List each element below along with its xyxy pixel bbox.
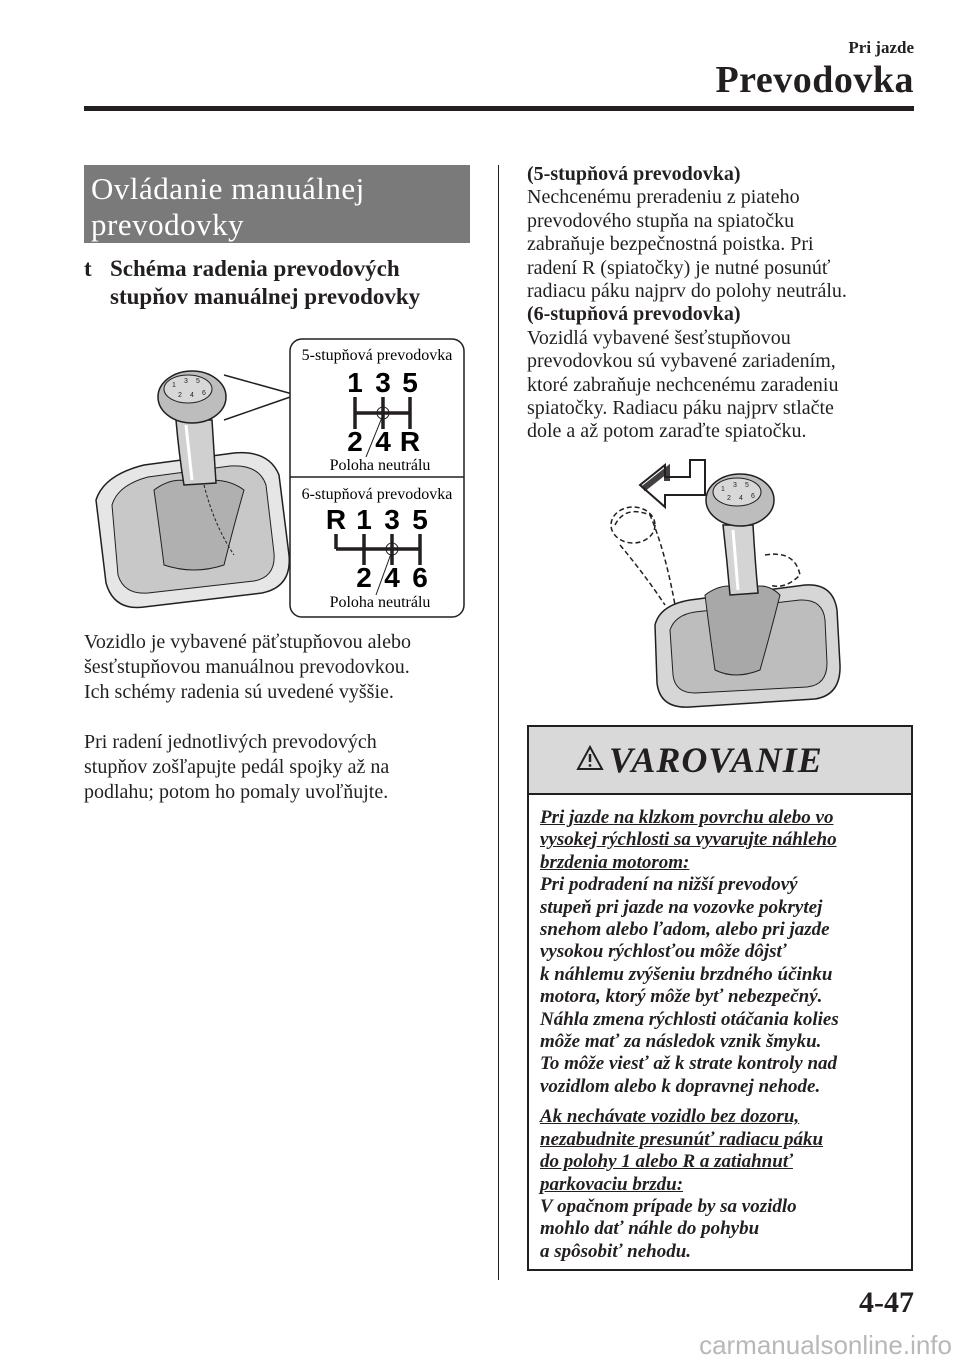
gear-2-5sp: 2 (347, 426, 363, 457)
gear-4-5sp: 4 (375, 426, 391, 457)
warning-line: snehom alebo ľadom, alebo pri jazde (540, 919, 830, 941)
warning-line: môže mať za následok vznik šmyku. (540, 1031, 822, 1053)
bullet-marker: t (84, 256, 92, 281)
lever-shaft (176, 420, 216, 485)
text-line: spiatočky. Radiacu páku najprv stlačte (527, 397, 834, 420)
gear-1-6sp: 1 (356, 504, 372, 535)
warning-underlined-line: nezabudnite presunúť radiacu páku (540, 1128, 824, 1150)
text-line: Nechcenému preradeniu z piateho (527, 186, 800, 209)
text-line: Vozidlá vybavené šesťstupňovou (527, 326, 791, 349)
gear-6-6sp: 6 (412, 562, 428, 593)
warning-title: VAROVANIE (609, 740, 823, 780)
warning-line: Náhla zmena rýchlosti otáčania kolies (540, 1008, 839, 1030)
gear-5-5sp: 5 (402, 367, 418, 398)
warning-underlined-line: parkovaciu brzdu: (540, 1173, 684, 1195)
warning-line: vysokou rýchlosťou môže dôjsť (540, 941, 787, 963)
header-rule (84, 106, 914, 111)
warning-underlined-line: brzdenia motorom: (540, 851, 690, 873)
right-text-block (527, 163, 927, 444)
column-divider (498, 165, 499, 1280)
text-line: podlahu; potom ho pomaly uvoľňujte. (84, 781, 389, 803)
gear-R-5sp: R (399, 426, 421, 457)
gear-2-6sp: 2 (356, 562, 372, 593)
warning-line: To môže viesť až k strate kontroly nad (540, 1053, 838, 1075)
knob-label-6: 6 (202, 390, 206, 397)
heading-6-speed: (6-stupňová prevodovka) (527, 303, 741, 326)
shift-pattern-diagram (84, 325, 474, 625)
text-line: Ich schémy radenia sú uvedené vyššie. (84, 681, 394, 703)
gear-R-6sp: R (325, 504, 347, 535)
text-line: prevodového stupňa na spiatočku (527, 209, 795, 232)
warning-underlined-line: Ak nechávate vozidlo bez dozoru, (540, 1106, 800, 1128)
knob-r-label-4: 4 (739, 495, 743, 502)
warning-box (527, 725, 913, 1271)
heading-5-speed: (5-stupňová prevodovka) (527, 163, 741, 185)
gear-4-6sp: 4 (384, 562, 400, 593)
text-line: radiacu páku najprv do polohy neutrálu. (527, 280, 847, 303)
text-line: radení R (spiatočky) je nutné posunúť (527, 256, 831, 279)
knob-label-2: 2 (178, 392, 182, 399)
text-line: stupňov zošľapujte pedál spojky až na (84, 756, 390, 778)
knob-label-4: 4 (190, 392, 194, 399)
text-line: Vozidlo je vybavené päťstupňovou alebo (84, 631, 411, 653)
warning-body (540, 807, 905, 1263)
warning-underlined-line: vysokej rýchlosti sa vyvarujte náhleho (540, 829, 837, 851)
warning-line: stupeň pri jazde na vozovke pokrytej (540, 896, 823, 918)
watermark: carmanualsonline.info (699, 1330, 952, 1360)
warning-line: mohlo dať náhle do pohybu (540, 1218, 760, 1240)
knob-r-label-2: 2 (727, 495, 731, 502)
section-title-line1: Ovládanie manuálnej (91, 171, 365, 206)
knob-label-5: 5 (196, 378, 200, 385)
knob-r-label-5: 5 (745, 482, 749, 489)
warning-line: Pri podradení na nižší prevodový (540, 874, 798, 896)
label-5-speed: 5-stupňová prevodovka (301, 347, 453, 364)
knob-label-1: 1 (172, 382, 176, 389)
warning-line: vozidlom alebo k dopravnej nehode. (540, 1075, 821, 1097)
label-6-speed: 6-stupňová prevodovka (301, 486, 453, 503)
text-line: ktoré zabraňuje nechcenému zaradeniu (527, 373, 839, 396)
text-line: Pri radení jednotlivých prevodových (84, 731, 377, 753)
neutral-label-5sp: Poloha neutrálu (329, 457, 431, 474)
gear-3-6sp: 3 (384, 504, 400, 535)
left-paragraph-2 (84, 730, 484, 805)
chapter-header: Pri jazde (848, 38, 914, 57)
knob-r-label-3: 3 (733, 482, 737, 489)
knob-r-label-1: 1 (721, 486, 725, 493)
section-title-box (84, 165, 470, 243)
gear-1-5sp: 1 (347, 367, 363, 398)
subheading-line1: Schéma radenia prevodových (110, 256, 400, 281)
text-line: prevodovkou sú vybavené zariadením, (527, 350, 836, 373)
warning-triangle-icon (576, 745, 604, 771)
text-line: šesťstupňovou manuálnou prevodovkou. (84, 656, 410, 678)
knob-r-label-6: 6 (751, 493, 755, 500)
warning-line: k náhlemu zvýšeniu brzdného účinku (540, 963, 833, 985)
warning-underlined-line: do polohy 1 alebo R a zatiahnuť (540, 1151, 793, 1173)
section-title-line2: prevodovky (91, 207, 245, 242)
page-number: 4-47 (859, 1286, 914, 1319)
knob-label-3: 3 (184, 378, 188, 385)
subheading-line2: stupňov manuálnej prevodovky (110, 284, 421, 309)
reverse-lever-illustration (595, 455, 845, 710)
gear-3-5sp: 3 (375, 367, 391, 398)
warning-header (529, 727, 911, 795)
warning-line: V opačnom prípade by sa vozidlo (540, 1195, 797, 1217)
text-line: dole a až potom zaraďte spiatočku. (527, 420, 807, 443)
neutral-label-6sp: Poloha neutrálu (329, 594, 431, 611)
warning-underlined-line: Pri jazde na klzkom povrchu alebo vo (540, 807, 834, 828)
warning-line: a spôsobiť nehodu. (540, 1240, 692, 1262)
gear-5-6sp: 5 (412, 504, 428, 535)
warning-line: motora, ktorý môže byť nebezpečný. (540, 986, 823, 1008)
section-header: Prevodovka (715, 59, 914, 101)
lever-shaft-right (723, 525, 758, 595)
left-paragraph-1 (84, 630, 484, 705)
text-line: zabraňuje bezpečnostná poistka. Pri (527, 233, 814, 256)
